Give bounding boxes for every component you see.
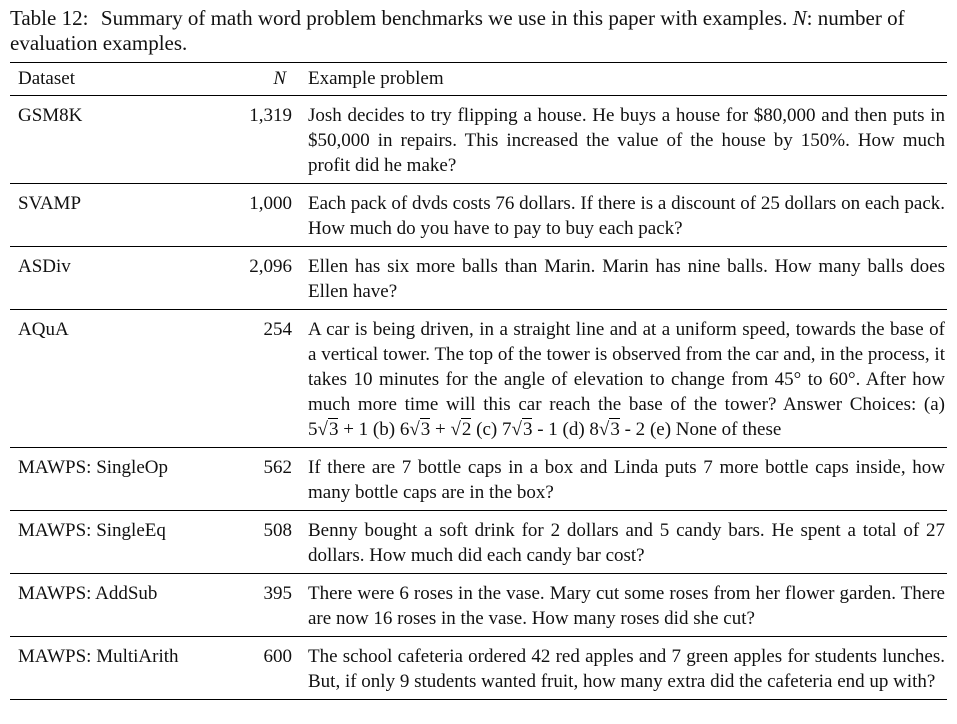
example-cell: There were 6 roses in the vase. Mary cut some roses from her flower garden. There are now 16 roses in the vase. How many roses did she cut? (308, 583, 945, 629)
example-cell: Josh decides to try flipping a house. He buys a house for $80,000 and then puts in $50,000 in repairs. This increased the value of the house by 150%. How much profit did he make? (308, 105, 945, 176)
dataset-cell: AQuA (18, 319, 69, 340)
choice-d: (d) (562, 419, 585, 440)
sqrt-icon: √ (317, 419, 328, 440)
dataset-cell: MAWPS: SingleOp (18, 457, 168, 478)
sqrt-icon: √ (450, 419, 461, 440)
dataset-cell: ASDiv (18, 256, 71, 277)
n-cell: 1,319 (249, 105, 292, 126)
caption-text-after: : number of evaluation examples. (10, 6, 905, 55)
sqrt-icon: √ (598, 419, 610, 440)
table-header-row (10, 63, 947, 96)
example-cell: Each pack of dvds costs 76 dollars. If there is a discount of 25 dollars on each pack. How much do you have to pay to buy each pack? (308, 193, 945, 239)
n-cell: 508 (263, 520, 292, 541)
caption-label: Table 12: (10, 6, 89, 30)
header-dataset: Dataset (18, 68, 75, 89)
example-cell: Benny bought a soft drink for 2 dollars and 5 candy bars. He spent a total of 27 dollars. How much did each candy bar cost? (308, 520, 945, 566)
table-row (10, 574, 947, 637)
dataset-cell: GSM8K (18, 105, 83, 126)
n-cell: 600 (263, 646, 292, 667)
header-n: N (273, 68, 286, 89)
choice-a: (a) (923, 394, 946, 415)
table-row (10, 448, 947, 511)
table-caption (10, 6, 945, 56)
choice-d-rest: - 2 (624, 419, 646, 440)
choice-c: (c) (476, 419, 498, 440)
choice-b-math (400, 418, 472, 440)
caption-n-symbol: N (792, 6, 807, 30)
choice-e: (e) None of these (649, 419, 782, 440)
choice-c-rest: - 1 (537, 419, 558, 440)
n-cell: 254 (263, 319, 292, 340)
example-cell: Ellen has six more balls than Marin. Marin has nine balls. How many balls does Ellen have? (308, 256, 945, 302)
dataset-cell: MAWPS: SingleEq (18, 520, 166, 541)
table-row (10, 637, 947, 700)
sqrt-icon: √ (409, 419, 420, 440)
choice-d-radicand: 3 (610, 419, 620, 440)
choice-a-radicand: 3 (328, 419, 339, 440)
example-cell (300, 310, 947, 448)
choice-a-coef: 5 (308, 419, 318, 440)
dataset-cell: MAWPS: MultiArith (18, 646, 179, 667)
table-row (10, 184, 947, 247)
header-example: Example problem (308, 68, 444, 89)
sqrt-icon: √ (511, 419, 522, 440)
dataset-cell: MAWPS: AddSub (18, 583, 158, 604)
table-row (10, 310, 947, 448)
choice-c-math (502, 418, 558, 440)
n-cell: 562 (263, 457, 292, 478)
choice-b-radicand-1: 3 (420, 419, 431, 440)
benchmark-table (10, 62, 947, 700)
choice-b-coef: 6 (399, 419, 410, 440)
dataset-cell: SVAMP (18, 193, 82, 214)
choice-c-coef: 7 (502, 419, 512, 440)
example-text: A car is being driven, in a straight line and at a uniform speed, towards the base of a vertical tower. The top of the tower is observed from the car and, in the process, it takes 10 minutes for the angle of elevation to change from 45° to 60°. After how much more time will this car reach the base of the tower? Answer Choices: (308, 319, 945, 415)
example-cell: If there are 7 bottle caps in a box and Linda puts 7 more bottle caps inside, how many bottle caps are in the box? (308, 457, 945, 503)
n-cell: 1,000 (249, 193, 292, 214)
n-cell: 395 (263, 583, 292, 604)
choice-b-radicand-2: 2 (461, 419, 472, 440)
caption-text: Summary of math word problem benchmarks we use in this paper with examples. (100, 6, 788, 30)
table-row (10, 96, 947, 184)
table-row (10, 247, 947, 310)
choice-a-math (308, 418, 368, 440)
choice-b: (b) (372, 419, 396, 440)
choice-c-radicand: 3 (522, 419, 533, 440)
choice-d-coef: 8 (589, 419, 599, 440)
example-cell: The school cafeteria ordered 42 red apples and 7 green apples for students lunches. But, if only 9 students wanted fruit, how many extra did the cafeteria end up with? (308, 646, 945, 692)
table-row (10, 511, 947, 574)
n-cell: 2,096 (249, 256, 292, 277)
choice-d-math (589, 418, 645, 440)
choice-a-rest: + 1 (343, 419, 369, 440)
choice-b-plus: + (435, 419, 446, 440)
